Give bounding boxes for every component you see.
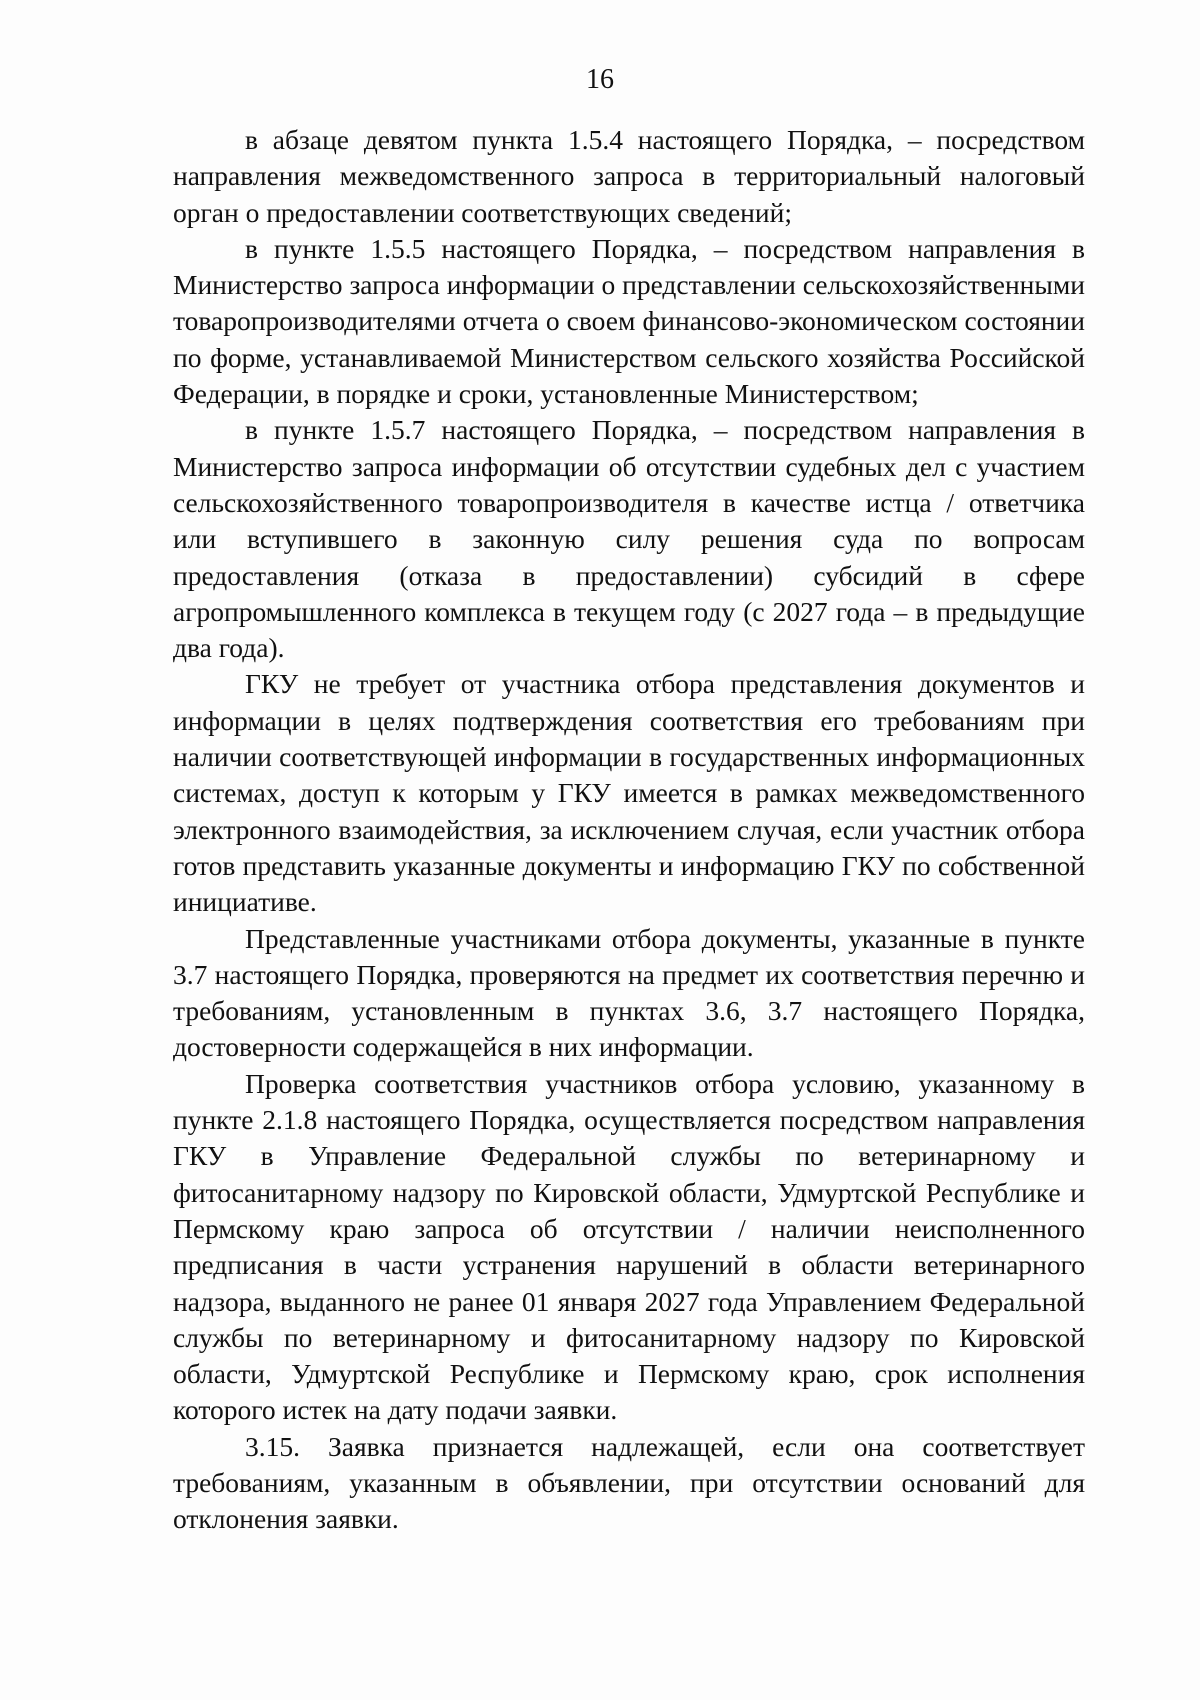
page-number: 16: [586, 64, 614, 95]
paragraph-3-15: 3.15. Заявка признается надлежащей, если она соответствует требованиям, указанным в объявлении, при отсутствии оснований для отклонения заявки.: [173, 1430, 1085, 1535]
paragraph-veterinary-check: Проверка соответствия участников отбора условию, указанному в пункте 2.1.8 настоящего Порядка, осуществляется посредством направления ГКУ в Управление Федеральной службы по ветеринарному и фитосанитарному надзору по Кировской области, Удмуртской Республике и Пермскому краю запроса об отсутствии / наличии неисполненного предписания в части устранения нарушений в области ветеринарного надзора, выданного не ранее 01 января 2027 года Управлением Федеральной службы по ветеринарному и фитосанитарному надзору по Кировской области, Удмуртской Республике и Пермскому краю, срок исполнения которого истек на дату подачи заявки.: [173, 1067, 1085, 1426]
paragraph-documents-check: Представленные участниками отбора документы, указанные в пункте 3.7 настоящего Порядка, проверяются на предмет их соответствия перечню и требованиям, установленным в пунктах 3.6, 3.7 настоящего Порядка, достоверности содержащейся в них информации.: [173, 922, 1085, 1063]
document-body: [173, 122, 1085, 1538]
paragraph-item-1-5-4: в абзаце девятом пункта 1.5.4 настоящего Порядка, – посредством направления межведомственного запроса в территориальный налоговый орган о предоставлении соответствующих сведений;: [173, 124, 1085, 228]
paragraph-item-1-5-5: в пункте 1.5.5 настоящего Порядка, – посредством направления в Министерство запроса информации о представлении сельскохозяйственными товаропроизводителями отчета о своем финансово-экономическом состоянии по форме, устанавливаемой Министерством сельского хозяйства Российской Федерации, в порядке и сроки, установленные Министерством;: [173, 232, 1085, 410]
paragraph-gku-no-documents: ГКУ не требует от участника отбора представления документов и информации в целях подтверждения соответствия его требованиям при наличии соответствующей информации в государственных информационных системах, доступ к которым у ГКУ имеется в рамках межведомственного электронного взаимодействия, за исключением случая, если участник отбора готов представить указанные документы и информацию ГКУ по собственной инициативе.: [173, 668, 1085, 918]
paragraph-item-1-5-7: в пункте 1.5.7 настоящего Порядка, – посредством направления в Министерство запроса информации об отсутствии судебных дел с участием сельскохозяйственного товаропроизводителя в качестве истца / ответчика или вступившего в законную силу решения суда по вопросам предоставления (отказа в предоставлении) субсидий в сфере агропромышленного комплекса в текущем году (с 2027 года – в предыдущие два года).: [173, 414, 1085, 664]
